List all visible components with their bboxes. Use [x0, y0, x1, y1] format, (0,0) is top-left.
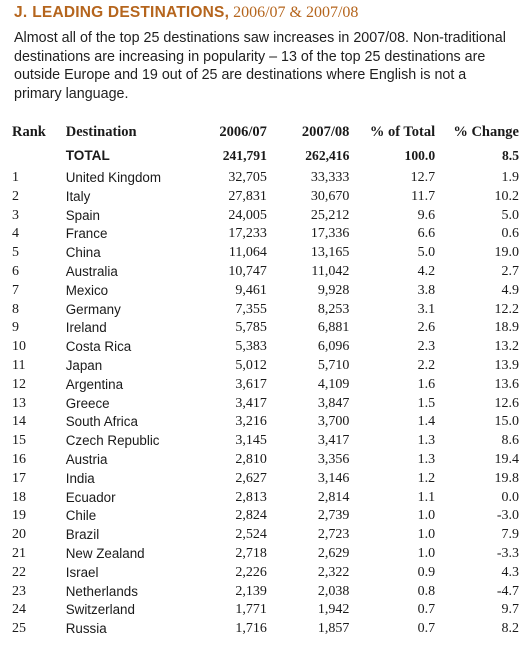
cell-pct-change: 8.2 [501, 621, 519, 637]
cell-pct-total: 1.5 [417, 395, 436, 411]
cell-pct-change: 13.9 [494, 357, 519, 373]
cell-destination: Italy [65, 188, 91, 204]
cell-destination: Brazil [65, 527, 100, 543]
cell-pct-total: 0.8 [417, 583, 436, 599]
section-letter: J. [14, 4, 28, 21]
cell-destination: Mexico [65, 282, 109, 298]
table-row [12, 225, 519, 244]
cell-rank: 17 [12, 470, 26, 486]
cell-destination: Costa Rica [65, 339, 132, 355]
cell-rank: 23 [12, 583, 26, 599]
cell-2006-07: 3,145 [235, 433, 267, 449]
heading-years: 2006/07 & 2007/08 [229, 4, 359, 21]
cell-2006-07: 32,705 [228, 170, 267, 185]
cell-rank: 24 [12, 602, 26, 618]
cell-destination: Argentina [65, 376, 124, 392]
table-row [12, 376, 519, 395]
cell-pct-change: 0.0 [501, 489, 519, 505]
total-pct-change: 8.5 [502, 148, 519, 163]
cell-pct-total: 0.9 [417, 564, 436, 580]
cell-pct-change: 5.0 [501, 207, 519, 223]
cell-destination: Japan [65, 357, 103, 373]
cell-pct-change: -4.7 [496, 583, 519, 599]
cell-2007-08: 2,723 [317, 527, 350, 543]
total-label: TOTAL [65, 148, 110, 163]
cell-rank: 12 [12, 376, 26, 392]
cell-pct-total: 11.7 [411, 188, 436, 204]
cell-destination: France [65, 226, 108, 242]
cell-2006-07: 2,524 [235, 527, 267, 543]
cell-2006-07: 24,005 [228, 207, 267, 223]
cell-2007-08: 8,253 [317, 301, 350, 317]
cell-destination: Greece [65, 395, 110, 411]
table-row [12, 188, 519, 207]
cell-2006-07: 2,627 [235, 470, 267, 486]
cell-pct-change: 12.6 [494, 395, 519, 411]
cell-2006-07: 2,824 [235, 508, 267, 524]
section-heading [14, 3, 358, 22]
cell-pct-total: 12.7 [410, 170, 436, 185]
cell-rank: 11 [12, 357, 26, 373]
cell-2007-08: 3,700 [317, 414, 350, 430]
cell-2006-07: 2,139 [235, 583, 267, 599]
cell-pct-total: 1.0 [417, 545, 436, 561]
cell-rank: 21 [12, 545, 26, 561]
header-pct-total: % of Total [369, 124, 436, 140]
header-2007-08: 2007/08 [301, 124, 350, 140]
cell-pct-change: 10.2 [494, 188, 519, 204]
cell-destination: Czech Republic [65, 433, 160, 449]
cell-pct-change: 12.2 [494, 301, 519, 317]
cell-pct-change: 15.0 [494, 414, 519, 430]
table-row [12, 432, 519, 451]
table-row [12, 413, 519, 432]
cell-pct-total: 3.1 [417, 301, 436, 317]
cell-2006-07: 1,716 [235, 621, 267, 637]
cell-pct-change: 9.7 [501, 602, 519, 618]
cell-2007-08: 5,710 [317, 357, 350, 373]
cell-rank: 7 [12, 282, 19, 298]
table-row [12, 263, 519, 282]
cell-2006-07: 5,383 [235, 339, 267, 355]
cell-destination: Switzerland [65, 602, 135, 618]
cell-destination: Netherlands [65, 583, 138, 599]
cell-pct-total: 1.0 [417, 527, 436, 543]
cell-2007-08: 6,881 [317, 320, 350, 336]
cell-2007-08: 2,814 [317, 489, 350, 505]
destinations-table [12, 121, 519, 639]
cell-2007-08: 3,146 [317, 470, 350, 486]
table-row [12, 489, 519, 508]
cell-pct-change: 13.6 [494, 376, 519, 392]
cell-pct-change: -3.0 [496, 508, 519, 524]
cell-2007-08: 33,333 [310, 170, 350, 185]
cell-rank: 8 [12, 301, 19, 317]
header-2006-07: 2006/07 [219, 124, 267, 140]
cell-2007-08: 2,739 [317, 508, 350, 524]
cell-pct-total: 1.0 [417, 508, 436, 524]
table-row [12, 545, 519, 564]
cell-2006-07: 5,785 [235, 320, 267, 336]
cell-2006-07: 10,747 [228, 263, 267, 279]
table-row [12, 395, 519, 414]
cell-pct-change: 19.4 [494, 451, 519, 467]
cell-destination: United Kingdom [65, 170, 161, 185]
cell-2006-07: 27,831 [228, 188, 267, 204]
cell-pct-change: 8.6 [501, 433, 519, 449]
cell-2007-08: 4,109 [317, 376, 350, 392]
cell-2006-07: 3,417 [235, 395, 267, 411]
cell-2007-08: 9,928 [317, 282, 350, 298]
total-rank [12, 143, 66, 169]
table-row [12, 244, 519, 263]
total-2006-07: 241,791 [222, 148, 267, 163]
table-row [12, 357, 519, 376]
cell-pct-change: 0.6 [501, 226, 519, 242]
cell-rank: 19 [12, 508, 26, 524]
table-row [12, 564, 519, 583]
cell-2006-07: 3,216 [235, 414, 267, 430]
cell-2006-07: 9,461 [235, 282, 267, 298]
table-row [12, 169, 519, 188]
header-destination: Destination [65, 124, 137, 140]
cell-pct-total: 2.6 [417, 320, 436, 336]
cell-pct-total: 5.0 [417, 245, 436, 261]
cell-rank: 22 [12, 564, 26, 580]
cell-rank: 20 [12, 527, 26, 543]
cell-pct-total: 3.8 [417, 282, 436, 298]
table-row [12, 338, 519, 357]
table-row [12, 470, 519, 489]
cell-2007-08: 30,670 [310, 188, 350, 204]
cell-pct-total: 1.3 [417, 433, 436, 449]
intro-paragraph: Almost all of the top 25 destinations saw increases in 2007/08. Non-traditional destinations are increasing in popularity – 13 of the top 25 destinations are outside Europe and 19 out of 25 are destinations where English is not a primary language. [14, 30, 506, 102]
cell-2006-07: 5,012 [235, 357, 267, 373]
cell-destination: South Africa [65, 414, 138, 430]
cell-2006-07: 1,771 [235, 602, 267, 618]
cell-destination: Ecuador [65, 489, 116, 505]
cell-pct-total: 2.2 [417, 357, 436, 373]
cell-2006-07: 2,810 [235, 451, 267, 467]
cell-pct-total: 0.7 [417, 621, 436, 637]
cell-destination: Israel [65, 564, 99, 580]
cell-pct-total: 6.6 [417, 226, 436, 242]
cell-rank: 15 [12, 433, 26, 449]
cell-rank: 5 [12, 245, 19, 261]
cell-pct-change: 13.2 [494, 339, 519, 355]
header-pct-change: % Change [453, 124, 519, 140]
total-2007-08: 262,416 [305, 148, 350, 163]
cell-rank: 9 [12, 320, 19, 336]
cell-pct-change: 19.8 [494, 470, 519, 486]
cell-destination: Russia [65, 621, 107, 637]
cell-2007-08: 3,356 [317, 451, 350, 467]
cell-2007-08: 2,038 [317, 583, 350, 599]
cell-rank: 14 [12, 414, 26, 430]
cell-rank: 25 [12, 621, 26, 637]
cell-pct-total: 1.6 [417, 376, 436, 392]
cell-rank: 16 [12, 451, 26, 467]
cell-2007-08: 6,096 [317, 339, 350, 355]
cell-pct-total: 1.3 [417, 451, 436, 467]
cell-destination: Chile [65, 508, 97, 524]
cell-2007-08: 13,165 [310, 245, 350, 261]
cell-pct-change: -3.3 [496, 545, 519, 561]
table-row [12, 207, 519, 226]
cell-destination: Germany [65, 301, 121, 317]
cell-2007-08: 3,847 [317, 395, 350, 411]
cell-pct-total: 1.2 [417, 470, 436, 486]
cell-2006-07: 3,617 [235, 376, 267, 392]
cell-destination: Spain [65, 207, 100, 223]
cell-2006-07: 2,226 [235, 564, 267, 580]
cell-rank: 1 [12, 170, 19, 185]
cell-destination: India [65, 470, 95, 486]
cell-pct-change: 2.7 [501, 263, 519, 279]
cell-destination: Ireland [65, 320, 107, 336]
cell-2006-07: 2,718 [235, 545, 267, 561]
cell-pct-total: 1.4 [417, 414, 436, 430]
table-row [12, 526, 519, 545]
cell-2006-07: 7,355 [235, 301, 267, 317]
table-row [12, 301, 519, 320]
cell-pct-change: 18.9 [494, 320, 519, 336]
cell-pct-change: 4.9 [501, 282, 519, 298]
cell-destination: China [65, 245, 101, 261]
cell-2007-08: 11,042 [311, 263, 350, 279]
cell-destination: Australia [65, 263, 118, 279]
cell-pct-total: 2.3 [417, 339, 436, 355]
total-row [12, 143, 519, 169]
cell-2006-07: 11,064 [228, 245, 267, 261]
cell-pct-total: 1.1 [417, 489, 436, 505]
cell-destination: Austria [65, 451, 108, 467]
cell-rank: 10 [12, 339, 26, 355]
heading-title: LEADING DESTINATIONS, [32, 4, 230, 21]
cell-rank: 2 [12, 188, 19, 204]
cell-2006-07: 17,233 [228, 226, 267, 242]
cell-rank: 13 [12, 395, 26, 411]
table-row [12, 282, 519, 301]
cell-2006-07: 2,813 [235, 489, 267, 505]
total-pct-total: 100.0 [404, 148, 436, 163]
cell-rank: 6 [12, 263, 19, 279]
cell-2007-08: 2,322 [317, 564, 350, 580]
cell-pct-total: 4.2 [417, 263, 436, 279]
table-row [12, 620, 519, 639]
cell-2007-08: 1,857 [317, 621, 350, 637]
cell-pct-total: 0.7 [417, 602, 436, 618]
table-row [12, 507, 519, 526]
cell-destination: New Zealand [65, 545, 145, 561]
cell-rank: 4 [12, 226, 19, 242]
table-row [12, 601, 519, 620]
cell-pct-total: 9.6 [417, 207, 436, 223]
cell-rank: 18 [12, 489, 26, 505]
cell-rank: 3 [12, 207, 19, 223]
cell-2007-08: 3,417 [317, 433, 350, 449]
table-row [12, 583, 519, 602]
cell-pct-change: 19.0 [494, 245, 519, 261]
cell-pct-change: 1.9 [501, 170, 519, 185]
cell-2007-08: 25,212 [310, 207, 350, 223]
table-header-row [12, 121, 519, 143]
cell-2007-08: 2,629 [317, 545, 350, 561]
cell-pct-change: 4.3 [501, 564, 519, 580]
cell-2007-08: 17,336 [310, 226, 350, 242]
cell-pct-change: 7.9 [501, 527, 519, 543]
cell-2007-08: 1,942 [317, 602, 350, 618]
table-row [12, 319, 519, 338]
header-rank: Rank [12, 124, 46, 140]
table-row [12, 451, 519, 470]
